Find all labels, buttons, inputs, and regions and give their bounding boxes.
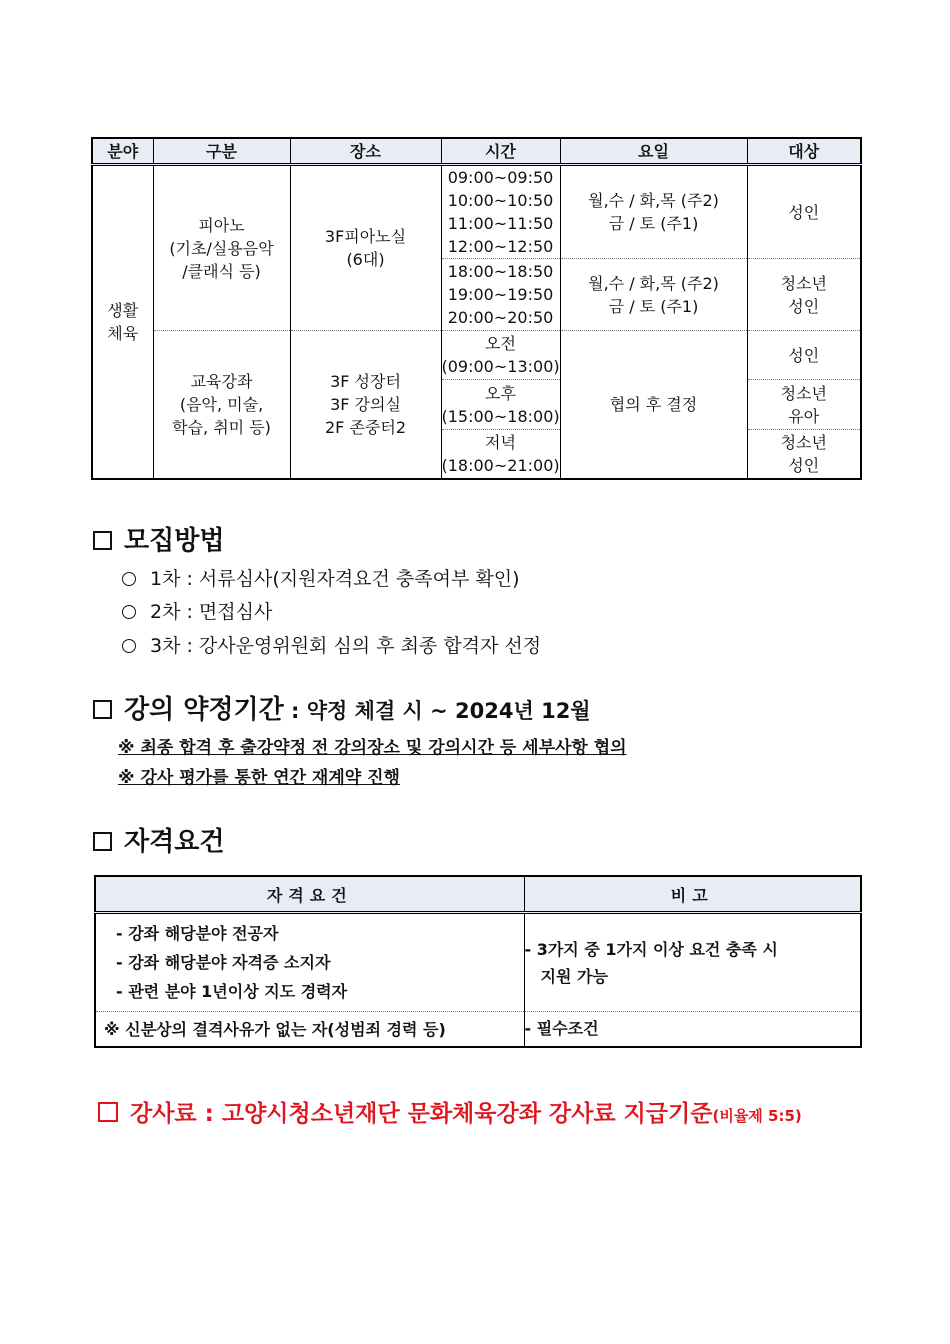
- list-item: 2차 : 면접심사: [122, 599, 272, 625]
- recruit-heading: 모집방법: [93, 525, 224, 557]
- circle-bullet-icon: [122, 639, 136, 653]
- header-target: 대상: [747, 138, 861, 165]
- piano-target-b: 청소년 성인: [747, 259, 861, 331]
- edu-place: 3F 성장터 3F 강의실 2F 존중터2: [290, 331, 441, 479]
- qual-remark: - 3가지 중 1가지 이상 요건 충족 시 지원 가능: [524, 913, 861, 1012]
- edu-category: 교육강좌 (음악, 미술, 학습, 취미 등): [153, 331, 290, 479]
- term-value: : 약정 체결 시 ~ 2024년 12월: [283, 699, 591, 723]
- edu-slot-evening: 저녁 (18:00~21:00): [441, 430, 560, 479]
- circle-bullet-icon: [122, 572, 136, 586]
- list-item: 1차 : 서류심사(지원자격요건 충족여부 확인): [122, 566, 520, 592]
- checkbox-square-icon: [93, 700, 112, 719]
- qual-row2-right: - 필수조건: [524, 1012, 861, 1047]
- edu-slot-afternoon: 오후 (15:00~18:00): [441, 380, 560, 430]
- header-time: 시간: [441, 138, 560, 165]
- checkbox-square-icon: [93, 832, 112, 851]
- piano-place: 3F피아노실 (6대): [290, 165, 441, 331]
- edu-days: 협의 후 결정: [560, 331, 747, 479]
- circle-bullet-icon: [122, 605, 136, 619]
- edu-slot-morning: 오전 (09:00~13:00): [441, 331, 560, 380]
- piano-target-a: 성인: [747, 165, 861, 259]
- piano-times-a: 09:00~09:50 10:00~10:50 11:00~11:50 12:00~12:50: [441, 165, 560, 259]
- table-row: [95, 913, 861, 1012]
- table-row: [95, 1012, 861, 1047]
- edu-target-1: 성인: [747, 331, 861, 380]
- checkbox-square-icon: [98, 1102, 118, 1122]
- schedule-table: [91, 137, 862, 480]
- term-note-2: ※ 강사 평가를 통한 연간 재계약 진행: [118, 768, 400, 788]
- term-note-1: ※ 최종 합격 후 출강약정 전 강의장소 및 강의시간 등 세부사항 협의: [118, 738, 627, 758]
- table-row: [92, 165, 861, 259]
- table-row: [92, 331, 861, 380]
- term-heading: 강의 약정기간 : 약정 체결 시 ~ 2024년 12월: [93, 694, 591, 727]
- fee-ratio: (비율제 5:5): [712, 1107, 802, 1125]
- edu-target-3: 청소년 성인: [747, 430, 861, 479]
- header-category: 구분: [153, 138, 290, 165]
- qual-header-requirement: 자격요건: [95, 876, 524, 913]
- piano-category: 피아노 (기초/실용음악 /클래식 등): [153, 165, 290, 331]
- qual-items: - 강좌 해당분야 전공자 - 강좌 해당분야 자격증 소지자 - 관련 분야 1년이상 지도 경력자: [95, 913, 524, 1012]
- qualification-table: [94, 875, 862, 1048]
- schedule-header-row: [92, 138, 861, 165]
- piano-days-a: 월,수 / 화,목 (주2) 금 / 토 (주1): [560, 165, 747, 259]
- header-place: 장소: [290, 138, 441, 165]
- list-item: 3차 : 강사운영위원회 심의 후 최종 합격자 선정: [122, 633, 541, 659]
- piano-times-b: 18:00~18:50 19:00~19:50 20:00~20:50: [441, 259, 560, 331]
- field-cell: 생활 체육: [92, 165, 153, 479]
- qual-heading: 자격요건: [93, 826, 224, 858]
- header-field: 분야: [92, 138, 153, 165]
- qual-header-row: [95, 876, 861, 913]
- edu-target-2: 청소년 유아: [747, 380, 861, 430]
- piano-days-b: 월,수 / 화,목 (주2) 금 / 토 (주1): [560, 259, 747, 331]
- fee-line: 강사료 : 고양시청소년재단 문화체육강좌 강사료 지급기준(비율제 5:5): [98, 1097, 802, 1133]
- header-days: 요일: [560, 138, 747, 165]
- checkbox-square-icon: [93, 531, 112, 550]
- qual-row2-left: ※ 신분상의 결격사유가 없는 자(성범죄 경력 등): [95, 1012, 524, 1047]
- qual-header-remark: 비고: [524, 876, 861, 913]
